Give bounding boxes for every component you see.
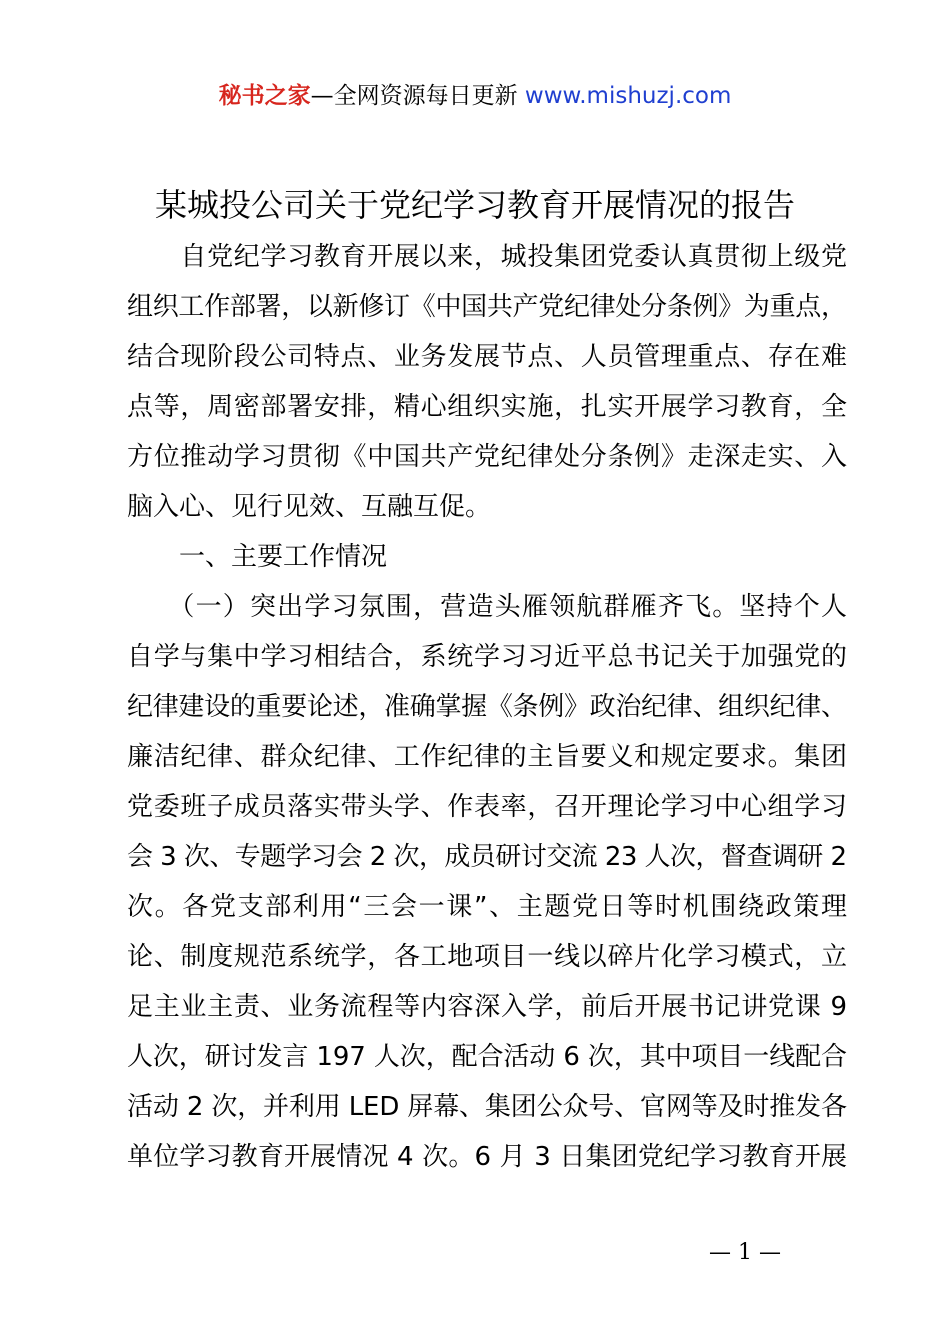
paragraph-line: 廉洁纪律、群众纪律、工作纪律的主旨要义和规定要求。集团 — [127, 742, 848, 772]
paragraph-line: 会 3 次、专题学习会 2 次，成员研讨交流 23 人次，督查调研 2 — [127, 842, 847, 872]
site-url-link[interactable]: www.mishuzj.com — [524, 83, 732, 109]
paragraph-line: （一）突出学习氛围，营造头雁领航群雁齐飞。坚持个人 — [127, 592, 849, 622]
paragraph-line: 点等，周密部署安排，精心组织实施，扎实开展学习教育，全 — [127, 392, 848, 422]
paragraph-line: 方位推动学习贯彻《中国共产党纪律处分条例》走深走实、入 — [127, 442, 848, 472]
paragraph-line: 纪律建设的重要论述，准确掌握《条例》政治纪律、组织纪律、 — [127, 692, 847, 722]
brand-name: 秘书之家 — [218, 83, 311, 109]
paragraph-line: 论、制度规范系统学，各工地项目一线以碎片化学习模式，立 — [127, 942, 848, 972]
paragraph-line: 自党纪学习教育开展以来，城投集团党委认真贯彻上级党 — [127, 242, 848, 272]
paragraph-line: 足主业主责、业务流程等内容深入学，前后开展书记讲党课 9 — [127, 992, 848, 1022]
paragraph-line: 脑入心、见行见效、互融互促。 — [127, 492, 492, 522]
paragraph-line: 一、主要工作情况 — [127, 542, 388, 572]
document-body — [127, 232, 847, 1182]
paragraph-line: 自学与集中学习相结合，系统学习习近平总书记关于加强党的 — [127, 642, 848, 672]
page-number: — 1 — — [709, 1240, 781, 1265]
paragraph-line: 组织工作部署，以新修订《中国共产党纪律处分条例》为重点， — [127, 292, 847, 322]
paragraph-line: 次。各党支部利用“三会一课”、主题党日等时机围绕政策理 — [127, 892, 849, 922]
document-title: 某城投公司关于党纪学习教育开展情况的报告 — [154, 186, 795, 224]
paragraph-line: 党委班子成员落实带头学、作表率，召开理论学习中心组学习 — [127, 792, 848, 822]
site-header — [0, 78, 950, 114]
paragraph-line: 活动 2 次，并利用 LED 屏幕、集团公众号、官网等及时推发各 — [127, 1092, 847, 1122]
paragraph-line: 人次，研讨发言 197 人次，配合活动 6 次，其中项目一线配合 — [127, 1042, 847, 1072]
paragraph-line: 单位学习教育开展情况 4 次。6 月 3 日集团党纪学习教育开展 — [127, 1142, 848, 1172]
header-tagline: —全网资源每日更新 — [310, 83, 518, 109]
paragraph-line: 结合现阶段公司特点、业务发展节点、人员管理重点、存在难 — [127, 342, 848, 372]
